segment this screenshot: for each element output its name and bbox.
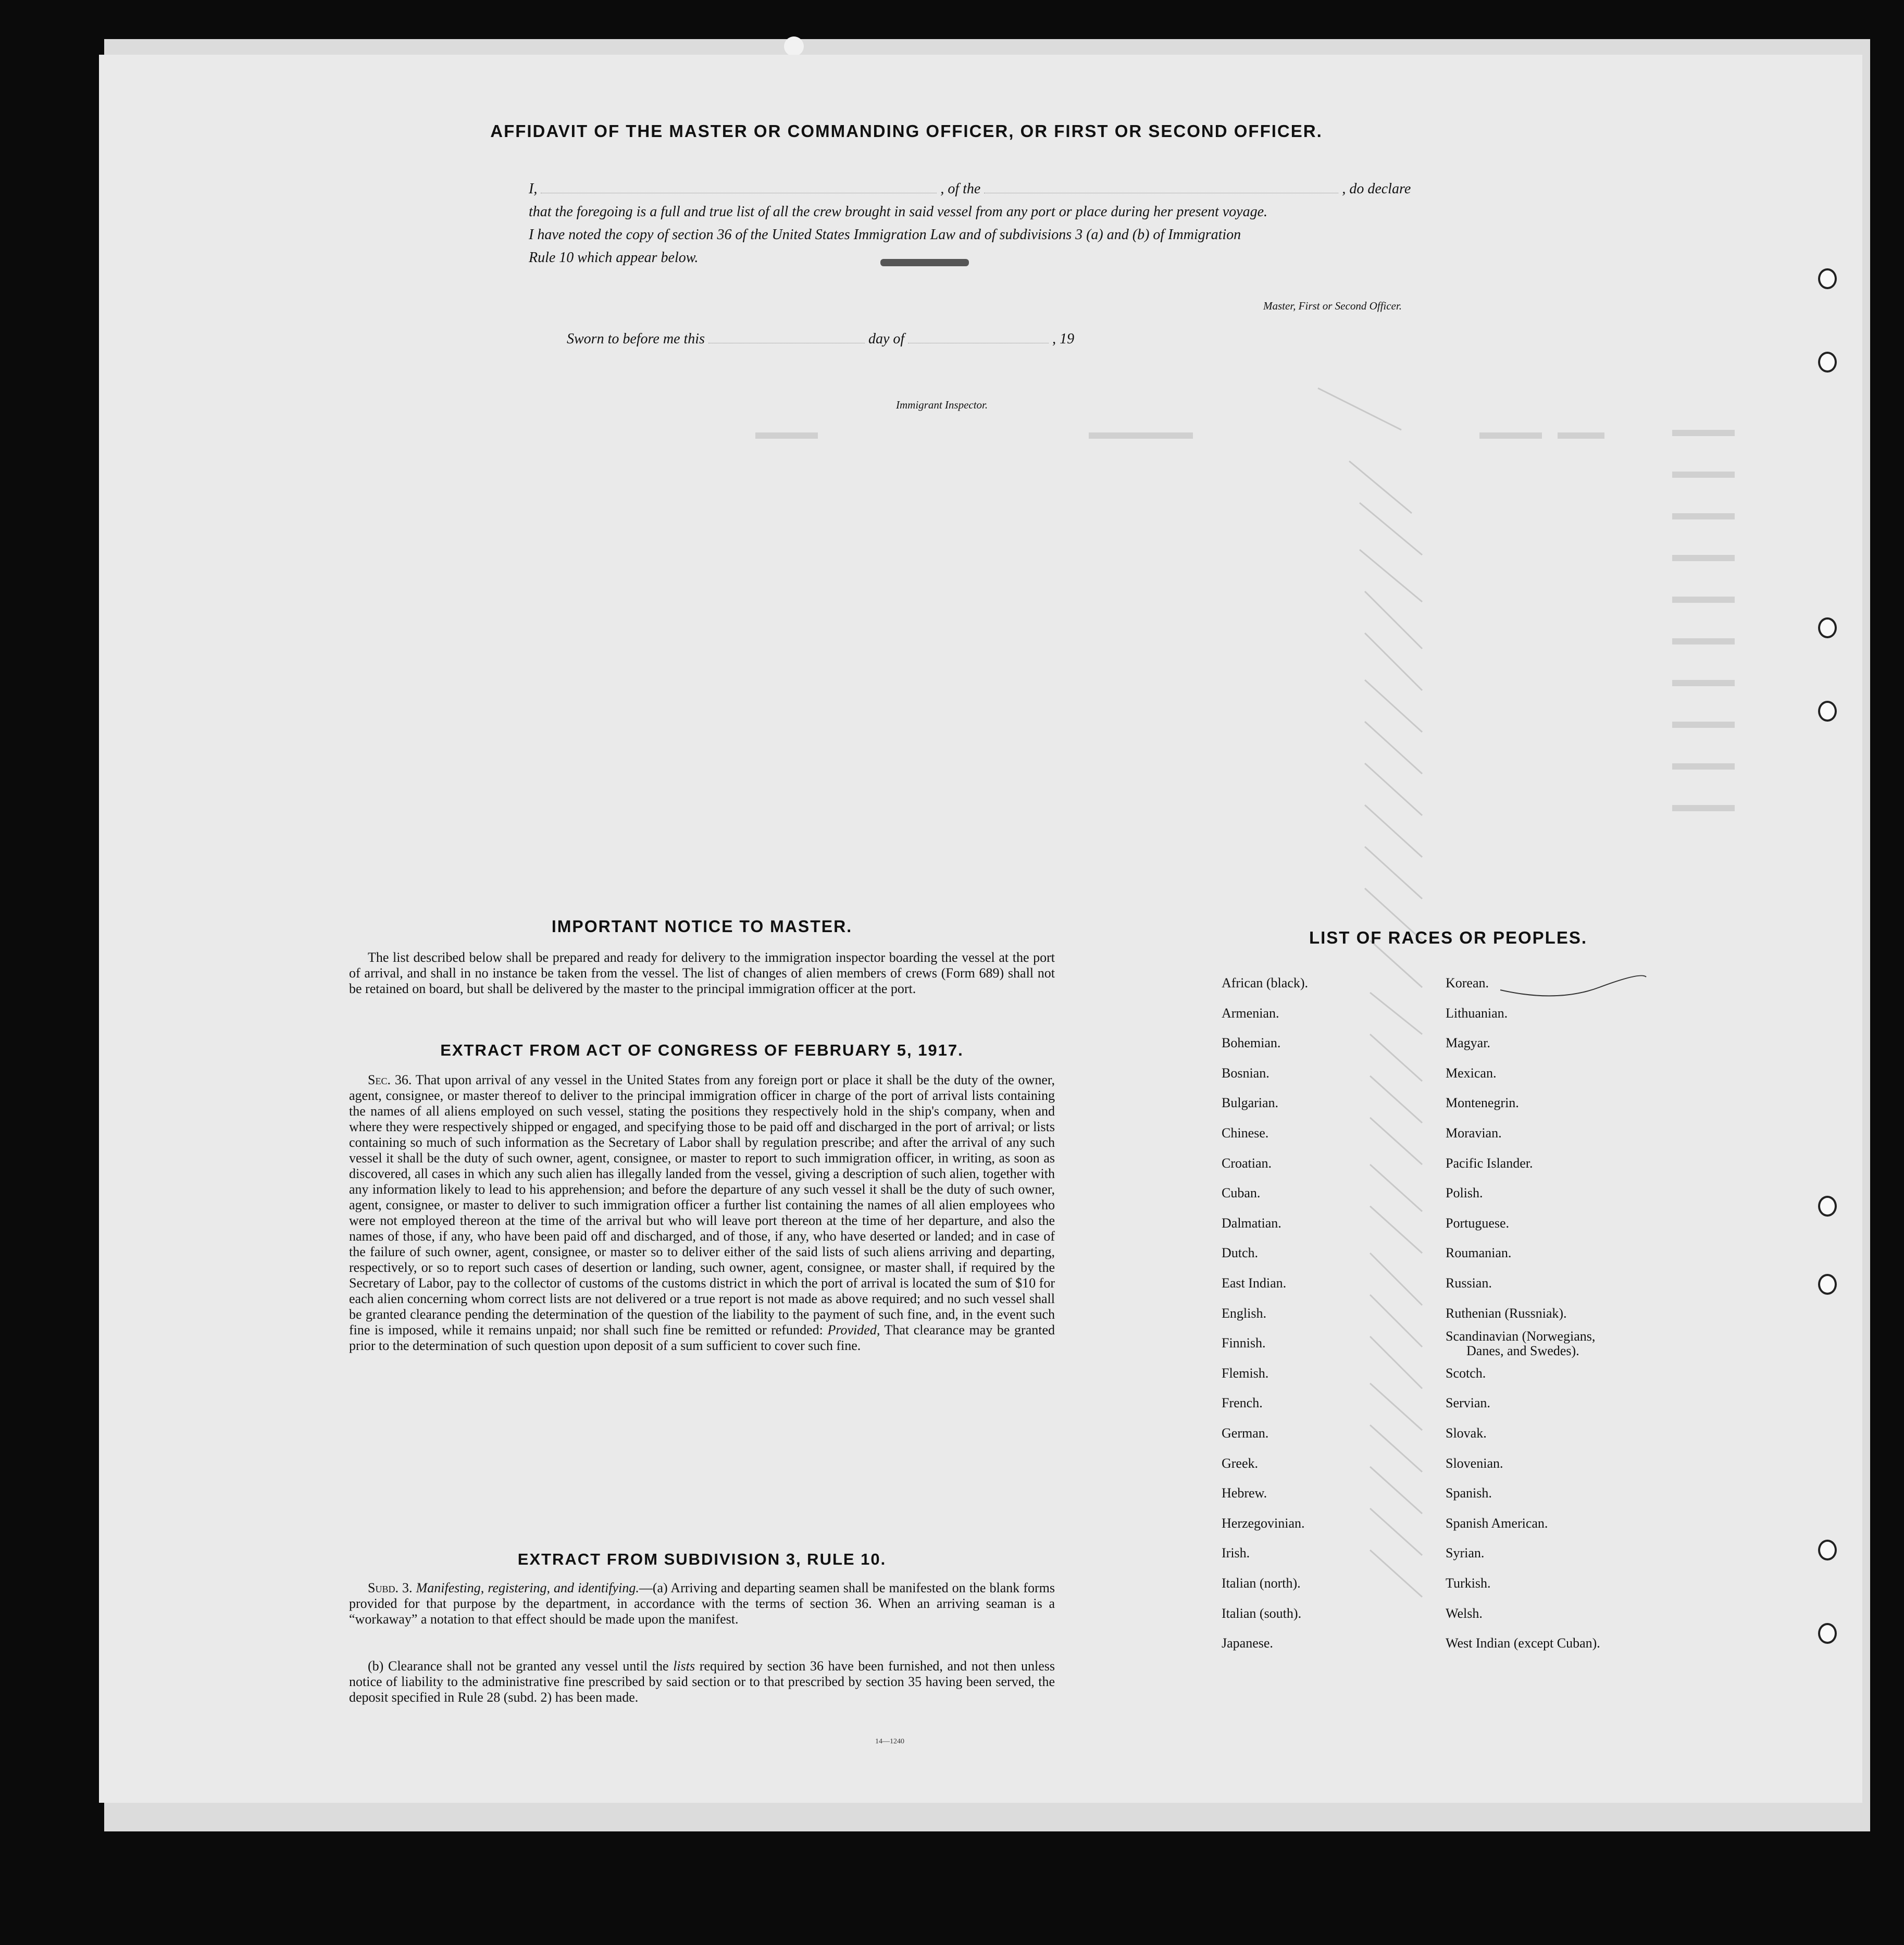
subd-para-a-text: —(a) Arriving and departing seamen shall be manifested on the blank forms provided for that purpose by the department, in accordance with the terms of section 36. When an arriving seaman is a “workaway” a notation to that effect should be made upon the manifest. bbox=[349, 1580, 1055, 1627]
race-item: Montenegrin. bbox=[1446, 1095, 1519, 1110]
section-label: Sec. 36. bbox=[368, 1072, 412, 1087]
race-item: Korean. bbox=[1446, 975, 1489, 990]
race-item: Italian (north). bbox=[1222, 1576, 1301, 1591]
race-item: Armenian. bbox=[1222, 1006, 1279, 1021]
race-item: Bohemian. bbox=[1222, 1035, 1281, 1050]
manifest-page bbox=[99, 55, 1862, 1803]
inspector-label: Immigrant Inspector. bbox=[896, 399, 988, 411]
binder-hole bbox=[1818, 1274, 1837, 1295]
race-item: Japanese. bbox=[1222, 1636, 1273, 1651]
race-item: Russian. bbox=[1446, 1275, 1492, 1291]
race-item: French. bbox=[1222, 1395, 1263, 1410]
binder-hole bbox=[1818, 701, 1837, 722]
race-item: Dutch. bbox=[1222, 1245, 1259, 1260]
race-item-continued: Danes, and Swedes). bbox=[1466, 1343, 1579, 1358]
race-item: Moravian. bbox=[1446, 1125, 1502, 1141]
race-item: English. bbox=[1222, 1306, 1266, 1321]
binder-hole bbox=[1818, 1623, 1837, 1644]
races-heading: LIST OF RACES OR PEOPLES. bbox=[1309, 928, 1588, 947]
race-item: African (black). bbox=[1222, 975, 1309, 990]
race-item: Welsh. bbox=[1446, 1606, 1483, 1621]
affidavit-of-the: , of the bbox=[940, 181, 981, 197]
race-item: Servian. bbox=[1446, 1395, 1490, 1410]
subd-label: Subd. 3. bbox=[368, 1580, 413, 1595]
race-item: Bosnian. bbox=[1222, 1066, 1270, 1081]
act-extract-heading: EXTRACT FROM ACT OF CONGRESS OF FEBRUARY 5, 1917. bbox=[440, 1041, 964, 1059]
race-item: Finnish. bbox=[1222, 1335, 1266, 1351]
pencil-flourish bbox=[1495, 967, 1651, 1008]
race-item: West Indian (except Cuban). bbox=[1446, 1636, 1600, 1651]
race-item: Polish. bbox=[1446, 1185, 1483, 1200]
sworn-line bbox=[567, 331, 1074, 348]
subdivision-extract-heading: EXTRACT FROM SUBDIVISION 3, RULE 10. bbox=[517, 1550, 887, 1568]
race-item: Spanish. bbox=[1446, 1485, 1492, 1501]
binder-hole bbox=[1818, 1540, 1837, 1560]
act-text-end: That clearance may be granted prior to the determination of such question upon deposit of a sum sufficient to cover such fine. bbox=[349, 1322, 1055, 1353]
race-item: East Indian. bbox=[1222, 1275, 1287, 1291]
race-item: Bulgarian. bbox=[1222, 1095, 1279, 1110]
race-item: Slovenian. bbox=[1446, 1456, 1503, 1471]
affidavit-heading: AFFIDAVIT OF THE MASTER OR COMMANDING OFFICER, OR FIRST OR SECOND OFFICER. bbox=[490, 121, 1323, 141]
race-item: Mexican. bbox=[1446, 1066, 1497, 1081]
affidavit-i: I, bbox=[529, 181, 538, 197]
race-item: Scandinavian (Norwegians, bbox=[1446, 1329, 1596, 1344]
race-item: Dalmatian. bbox=[1222, 1216, 1281, 1231]
subd-title: Manifesting, registering, and identifying. bbox=[416, 1580, 639, 1595]
act-text-body: That upon arrival of any vessel in the United States from any foreign port or place it shall be the duty of the owner, agent, consignee, or master thereof to deliver to the principal immigration officer in charge of the port of arrival lists containing the names of all aliens employed on such vessel, stating the positions they respectively hold in the ship's company, when and where they were respectively shipped or engaged, and specifying those to be paid off and discharged in the port of arrival; or lists containing so much of such information as the Secretary of Labor shall by regulation prescribe; and after the arrival of any such vessel it shall be the duty of such owner, agent, consignee, or master to report to such immigration officer, in writing, as soon as discovered, all cases in which any such alien has illegally landed from the vessel, giving a description of such alien, together with any information likely to lead to his apprehension; and before the departure of any such vessel it shall be the duty of such owner, agent, consignee, or master to deliver to such immigration officer a further list containing the names of all alien employees who were not employed thereon at the time of the arrival but who will leave port thereon at the time of her departure, and also the names of those, if any, who have been paid off and discharged, and of those, if any, who have deserted or landed; and in case of the failure of such owner, agent, consignee, or master so to deliver either of the said lists of such aliens arriving and departing, respectively, or so to report such cases of desertion or landing, such owner, agent, consignee, or master shall, if required by the Secretary of Labor, pay to the collector of customs of the customs district in which the port of arrival is located the sum of $10 for each alien concerning whom correct lists are not delivered or a true report is not made as above required; and no such vessel shall be granted clearance pending the determination of the question of the liability to the payment of such fine, and, in the event such fine is imposed, while it remains unpaid; nor shall such fine be remitted or refunded: bbox=[349, 1072, 1055, 1337]
master-signature-label: Master, First or Second Officer. bbox=[1263, 300, 1402, 312]
provided-word: Provided, bbox=[827, 1322, 880, 1337]
binder-hole bbox=[1818, 617, 1837, 638]
race-item: Ruthenian (Russniak). bbox=[1446, 1306, 1567, 1321]
race-item: Herzegovinian. bbox=[1222, 1516, 1305, 1531]
race-item: Chinese. bbox=[1222, 1125, 1269, 1141]
race-item: Greek. bbox=[1222, 1456, 1259, 1471]
race-item: Roumanian. bbox=[1446, 1245, 1512, 1260]
lists-word: lists bbox=[673, 1658, 695, 1674]
notice-heading: IMPORTANT NOTICE TO MASTER. bbox=[551, 917, 853, 936]
race-item: Croatian. bbox=[1222, 1156, 1272, 1171]
race-item: Syrian. bbox=[1446, 1545, 1485, 1560]
race-item: Scotch. bbox=[1446, 1366, 1486, 1381]
year-prefix: , 19 bbox=[1052, 331, 1075, 347]
race-item: Turkish. bbox=[1446, 1576, 1491, 1591]
race-item: Irish. bbox=[1222, 1545, 1250, 1560]
binder-hole bbox=[1818, 352, 1837, 373]
affidavit-line-2: that the foregoing is a full and true list of all the crew brought in said vessel from any port or place during her present voyage. bbox=[529, 204, 1268, 220]
day-of-text: day of bbox=[868, 331, 905, 347]
affidavit-line-3: I have noted the copy of section 36 of the United States Immigration Law and of subdivisions 3 (a) and (b) of Immigration bbox=[529, 227, 1241, 243]
subd-para-b-end: required by section 36 have been furnished, and not then unless notice of liability to the administrative fine prescribed by said section or to that prescribed by section 35 having been served, the deposit specified in Rule 28 (subd. 2) has been made. bbox=[349, 1658, 1055, 1705]
redaction-smudge bbox=[880, 259, 969, 266]
sworn-text: Sworn to before me this bbox=[567, 331, 705, 347]
race-item: Lithuanian. bbox=[1446, 1006, 1508, 1021]
race-item: Hebrew. bbox=[1222, 1485, 1267, 1501]
race-item: German. bbox=[1222, 1426, 1269, 1441]
race-item: Flemish. bbox=[1222, 1366, 1269, 1381]
race-item: Portuguese. bbox=[1446, 1216, 1510, 1231]
form-number: 14—1240 bbox=[875, 1738, 904, 1745]
affidavit-line-4: Rule 10 which appear below. bbox=[529, 250, 699, 266]
race-item: Cuban. bbox=[1222, 1185, 1261, 1200]
race-item: Slovak. bbox=[1446, 1426, 1487, 1441]
subd-para-b-start: (b) Clearance shall not be granted any vessel until the bbox=[368, 1658, 669, 1674]
binder-hole bbox=[1818, 1196, 1837, 1217]
race-item: Spanish American. bbox=[1446, 1516, 1548, 1531]
affidavit-line-1 bbox=[529, 181, 1411, 197]
act-extract-text bbox=[349, 1072, 1055, 1354]
race-item: Pacific Islander. bbox=[1446, 1156, 1533, 1171]
punch-hole-top bbox=[784, 36, 804, 56]
notice-text: The list described below shall be prepared and ready for delivery to the immigration inspector boarding the vessel at the port of arrival, and shall in no instance be taken from the vessel. The list of changes of alien members of crews (Form 689) shall not be retained on board, but shall be delivered by the master to the principal immigration officer at the port. bbox=[349, 950, 1055, 996]
subdivision-para-a bbox=[349, 1580, 1055, 1627]
race-item: Italian (south). bbox=[1222, 1606, 1302, 1621]
subdivision-para-b bbox=[349, 1658, 1055, 1705]
affidavit-declare: , do declare bbox=[1342, 181, 1411, 197]
race-item: Magyar. bbox=[1446, 1035, 1490, 1050]
binder-hole bbox=[1818, 268, 1837, 289]
